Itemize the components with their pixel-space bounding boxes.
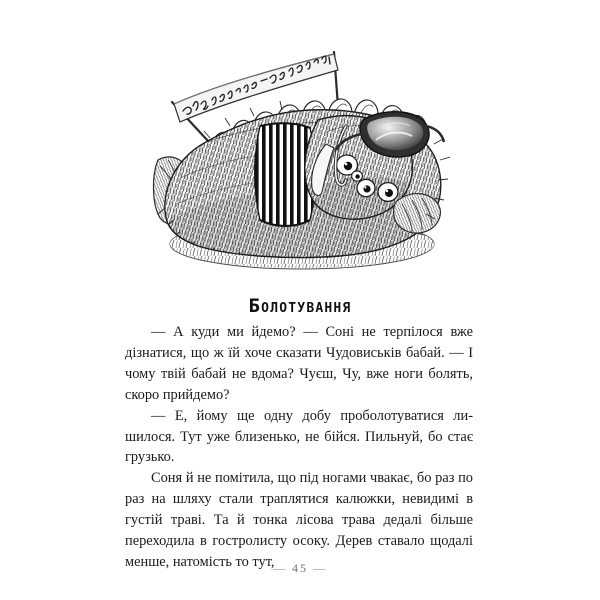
page-number bbox=[0, 561, 600, 576]
paragraph: Соня й не помітила, що під ногами чвакає, бо раз по раз на шляху стали траплятися калюжки, невидимі в густій траві. Та й тонка лісова трава дедалі більше переходила в гостролисту осоку. Дерев ставало щодалі менше, натомість то тут, bbox=[125, 470, 473, 570]
paragraph: — А куди ми йдемо? — Соні не терпілося вже дізнатися, що ж їй хоче сказати Чудовиськів бабай. — І чому твій бабай не вдома? Чуєш, Чу, вже ноги болять, скоро прийдемо? bbox=[125, 324, 473, 403]
body-text bbox=[125, 322, 473, 573]
folio-dash-left: — bbox=[273, 561, 287, 575]
folio-dash-right: — bbox=[313, 561, 327, 575]
paragraph: — Е, йому ще одну добу проболотуватися лишилося. Тут уже близенько, не бійся. Пильнуй, бо стає грузько. bbox=[125, 407, 473, 466]
chapter-title: Болотування bbox=[248, 294, 352, 317]
monster-paw bbox=[394, 194, 441, 233]
monster-illustration-svg bbox=[150, 48, 450, 270]
chapter-illustration bbox=[150, 48, 450, 270]
folio-number: 45 bbox=[292, 561, 308, 575]
